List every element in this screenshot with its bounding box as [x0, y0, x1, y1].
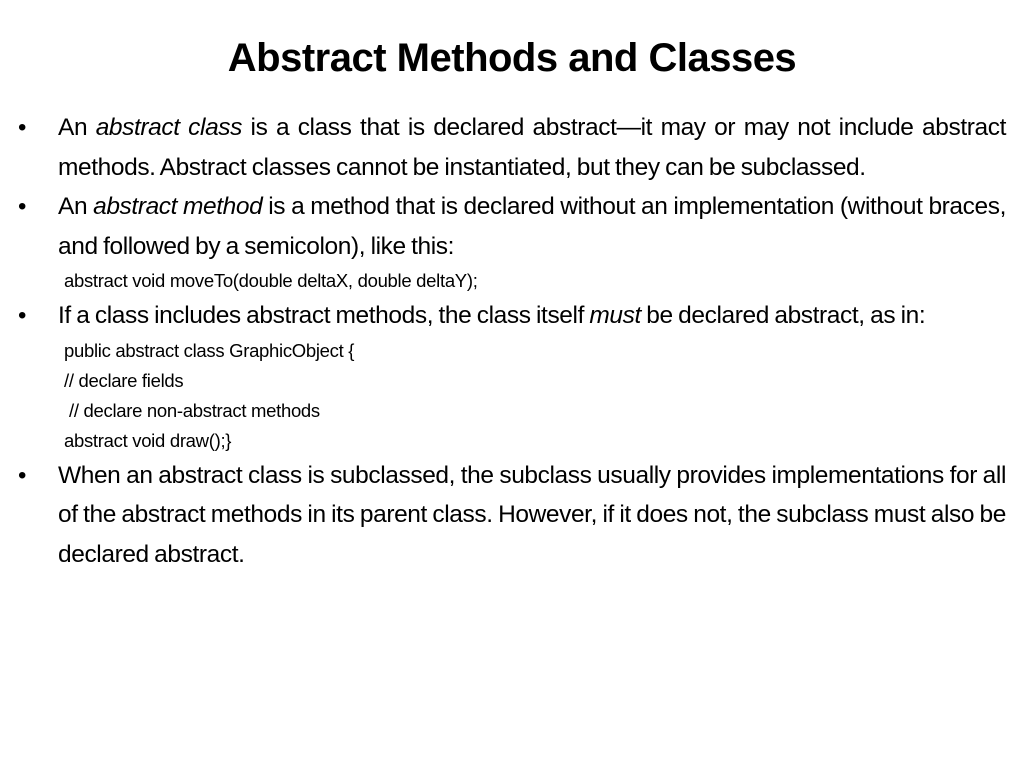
- code-line-draw: abstract void draw();}: [64, 429, 232, 451]
- bullet-text-post: is a class that is declared abstract—it may or may not include abstract methods. Abstract classes cannot be instantiated, but they can be subclassed.: [58, 114, 1006, 181]
- bullet-text-post: be declared abstract, as in:: [640, 302, 926, 329]
- code-line-class-decl: public abstract class GraphicObject {: [64, 339, 355, 361]
- bullet-text-post: is a method that is declared without an implementation (without braces, and followed by a semicolon), like this:: [58, 193, 1006, 260]
- bullet-abstract-class: [18, 108, 1006, 187]
- code-line-methods-comment: // declare non-abstract methods: [69, 399, 320, 421]
- bullet-dot: •: [18, 461, 27, 489]
- bullet-text-pre: If a class includes abstract methods, the class itself: [58, 302, 590, 329]
- bullet-subclass: [18, 456, 1006, 575]
- bullet-text-emphasis: must: [589, 302, 641, 329]
- code-line-fields-comment: // declare fields: [64, 369, 184, 391]
- bullet-text-pre: An: [58, 114, 96, 141]
- bullet-text-pre: An: [58, 193, 94, 220]
- bullet-dot: •: [18, 193, 27, 220]
- bullet-text-emphasis: abstract class: [95, 114, 242, 141]
- bullet-abstract-method: [18, 187, 1006, 266]
- bullet-text: When an abstract class is subclassed, the subclass usually provides implementations for all of the abstract methods in its parent class. However, if it does not, the subclass must also be declared abstract.: [58, 461, 1006, 568]
- bullet-dot: •: [18, 302, 27, 329]
- slide-title: Abstract Methods and Classes: [227, 36, 797, 80]
- bullet-dot: •: [18, 114, 27, 141]
- code-line-moveto: abstract void moveTo(double deltaX, double deltaY);: [64, 270, 478, 291]
- slide-content: [18, 108, 1006, 574]
- bullet-class-must-be-abstract: [18, 296, 1006, 336]
- bullet-text-emphasis: abstract method: [93, 193, 263, 220]
